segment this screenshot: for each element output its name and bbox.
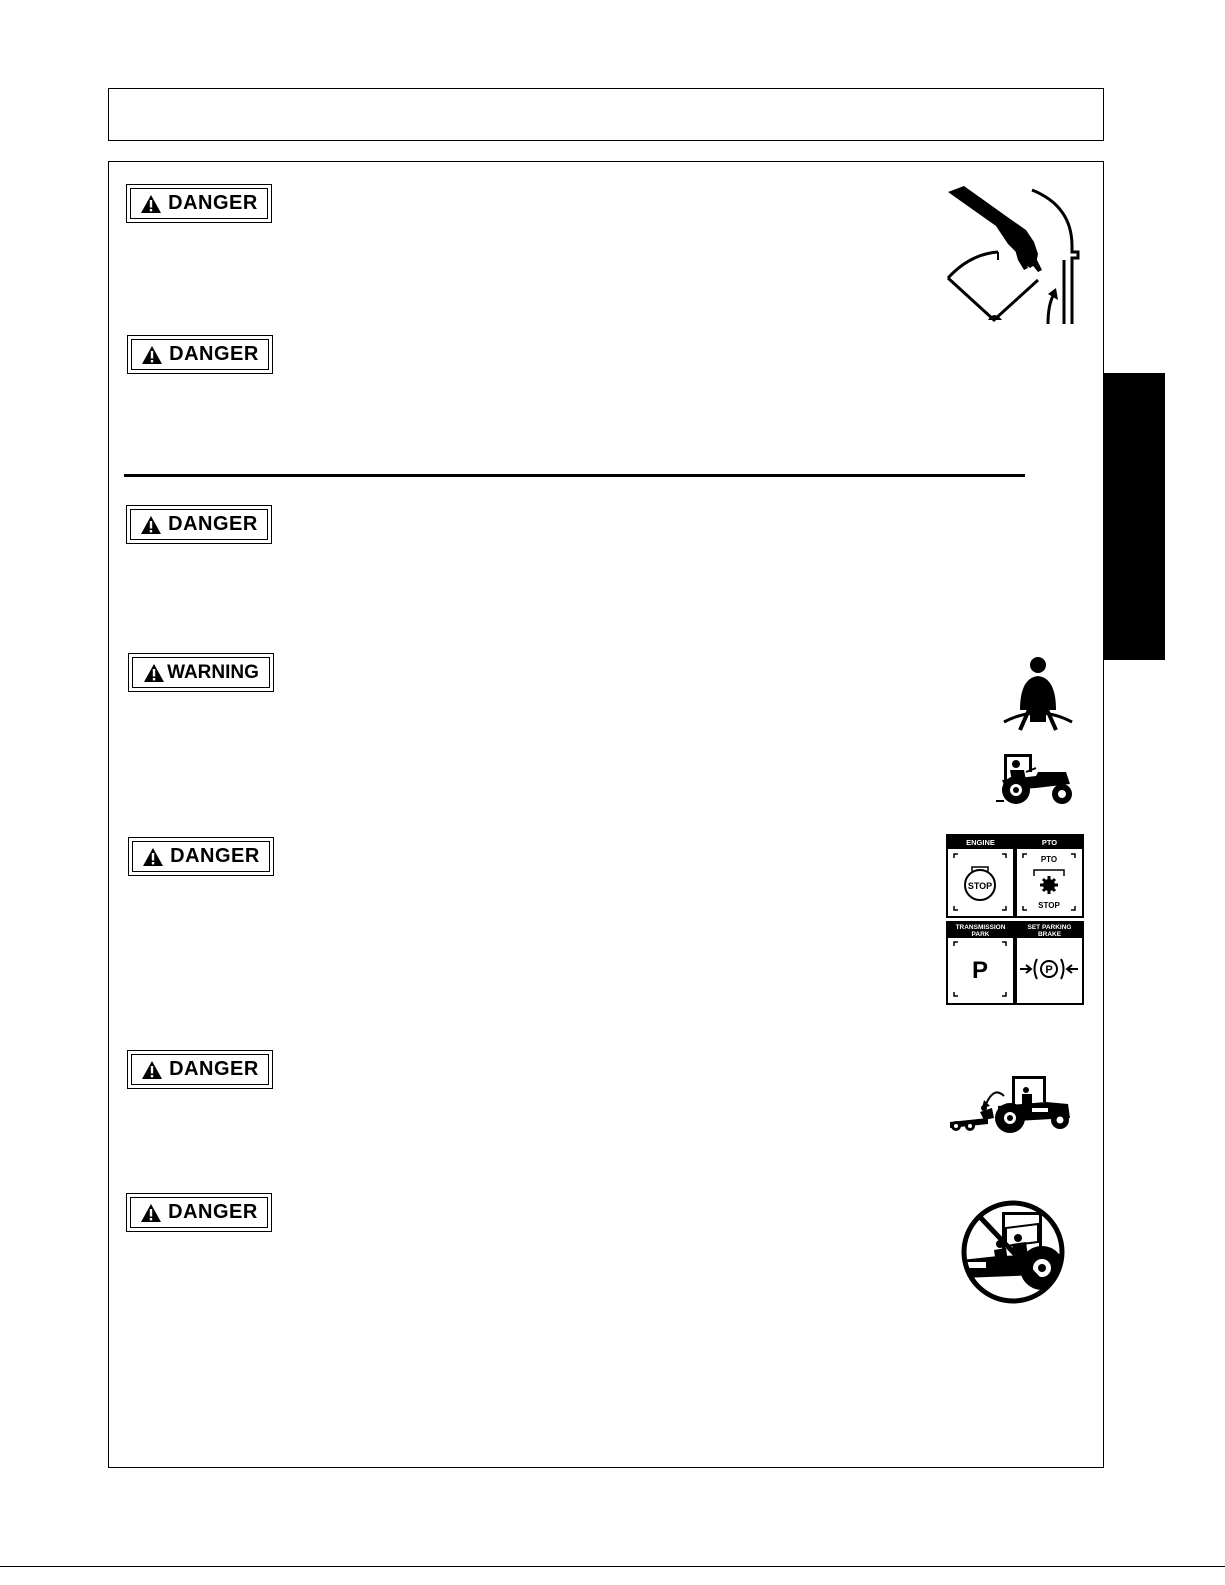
danger-badge-6 [127, 1050, 273, 1089]
parking-brake-symbol: P [1045, 964, 1053, 976]
engine-header-label: ENGINE [966, 838, 995, 847]
danger-triangle-icon [140, 515, 162, 535]
tractor-rops-icon [996, 750, 1076, 810]
engine-stop-label: STOP [967, 881, 993, 891]
pto-top-label: PTO [1040, 855, 1058, 864]
danger-badge-2 [127, 335, 273, 374]
danger-triangle-icon [140, 1203, 162, 1223]
signal-word: DANGER [170, 845, 260, 867]
signal-word: DANGER [168, 1201, 258, 1223]
page-bottom-rule [0, 1566, 1225, 1567]
transmission-header-line1: TRANSMISSION [955, 924, 1006, 931]
danger-triangle-icon [142, 847, 164, 867]
section-divider [124, 474, 1025, 477]
signal-word: WARNING [167, 661, 259, 683]
danger-badge-5 [128, 837, 274, 876]
seatbelt-operator-icon [1000, 654, 1076, 734]
brake-header-line2: BRAKE [1037, 931, 1062, 938]
warning-triangle-icon [143, 663, 165, 683]
signal-word: DANGER [169, 343, 259, 365]
transmission-park-symbol: P [971, 957, 989, 984]
signal-word: DANGER [168, 513, 258, 535]
warning-badge [128, 653, 274, 692]
section-side-tab [1104, 373, 1165, 660]
danger-badge-3 [126, 505, 272, 544]
danger-triangle-icon [140, 194, 162, 214]
pto-stop-label: STOP [1038, 901, 1060, 910]
tractor-shutdown-controls-icon [946, 834, 1084, 1005]
page-header-box [108, 88, 1104, 141]
danger-triangle-icon [141, 1060, 163, 1080]
no-riders-prohibition-icon [958, 1198, 1068, 1306]
pto-header-label: PTO [1041, 838, 1058, 847]
signal-word: DANGER [168, 192, 258, 214]
brake-header-line1: SET PARKING [1027, 924, 1072, 931]
transmission-header-line2: PARK [971, 931, 990, 938]
danger-triangle-icon [141, 345, 163, 365]
danger-badge-1 [126, 184, 272, 223]
danger-badge-7 [126, 1193, 272, 1232]
hand-near-rotating-blade-icon [944, 186, 1080, 328]
tractor-thrown-object-icon [948, 1074, 1072, 1134]
signal-word: DANGER [169, 1058, 259, 1080]
